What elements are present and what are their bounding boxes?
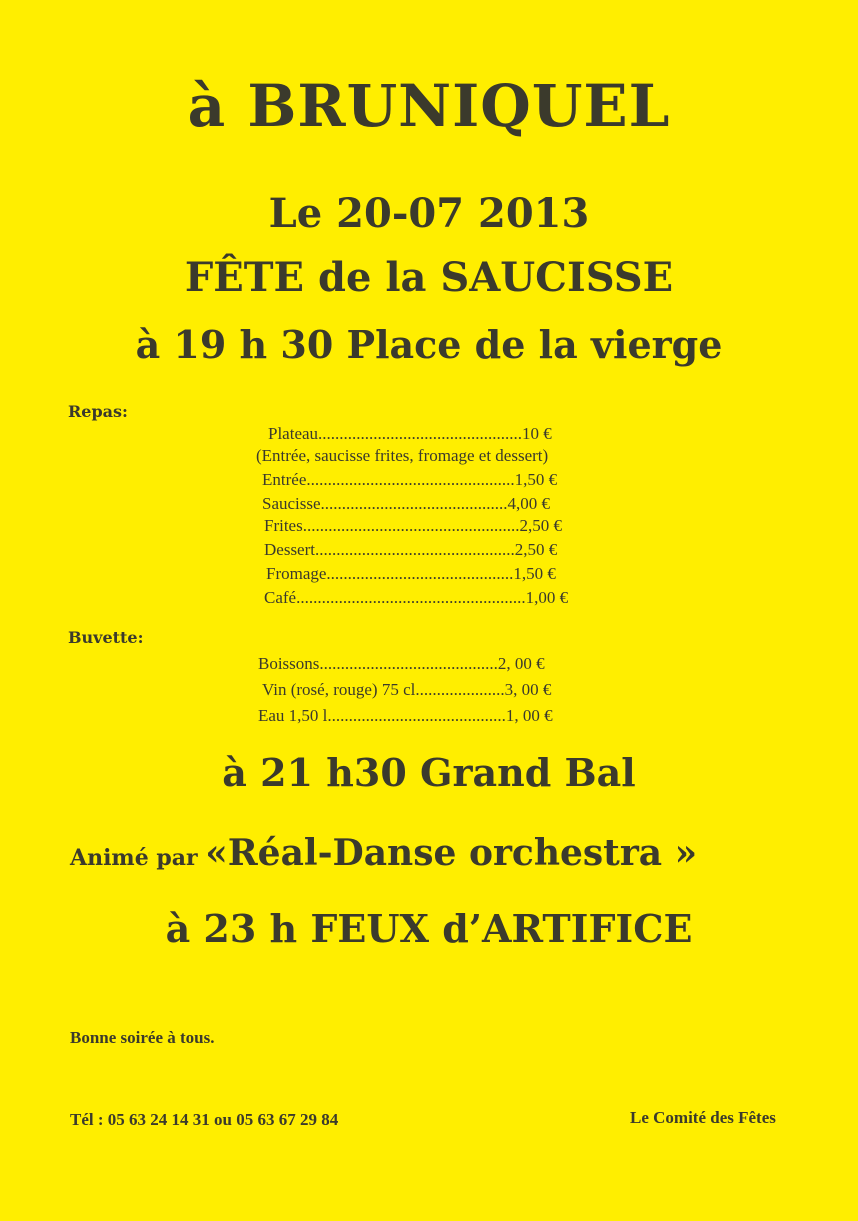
event-date: Le 20-07 2013: [268, 190, 590, 237]
fireworks-announcement: à 23 h FEUX d’ARTIFICE: [165, 906, 693, 951]
repas-label: Repas:: [68, 402, 128, 421]
drink-item-eau: Eau 1,50 l..........................................1, 00 €: [258, 706, 553, 725]
menu-item-dessert: Dessert...............................................2,50 €: [264, 540, 558, 559]
phone-numbers: Tél : 05 63 24 14 31 ou 05 63 67 29 84: [70, 1110, 339, 1129]
anime-par-label: Animé par: [70, 845, 206, 871]
organizer: Le Comité des Fêtes: [630, 1108, 776, 1127]
menu-item-saucisse: Saucisse............................................4,00 €: [262, 494, 551, 513]
menu-item-frites: Frites...................................................2,50 €: [264, 516, 562, 535]
menu-item-plateau: Plateau................................................10 €: [268, 424, 552, 443]
poster-title: à BRUNIQUEL: [187, 72, 671, 140]
event-name: FÊTE de la SAUCISSE: [184, 254, 674, 301]
menu-item-plateau-detail: (Entrée, saucisse frites, fromage et dessert): [256, 446, 549, 465]
drink-item-vin: Vin (rosé, rouge) 75 cl.....................3, 00 €: [262, 680, 552, 699]
bonne-soiree: Bonne soirée à tous.: [70, 1028, 215, 1047]
event-time-place: à 19 h 30 Place de la vierge: [135, 322, 723, 367]
drink-item-boissons: Boissons..........................................2, 00 €: [258, 654, 545, 673]
orchestra-name: «Réal-Danse orchestra »: [205, 832, 698, 874]
buvette-label: Buvette:: [68, 628, 144, 647]
menu-item-cafe: Café......................................................1,00 €: [264, 588, 569, 607]
orchestra-announcement: [70, 832, 697, 874]
bal-announcement: à 21 h30 Grand Bal: [222, 750, 636, 795]
menu-item-entree: Entrée.................................................1,50 €: [262, 470, 558, 489]
menu-item-fromage: Fromage............................................1,50 €: [266, 564, 556, 583]
